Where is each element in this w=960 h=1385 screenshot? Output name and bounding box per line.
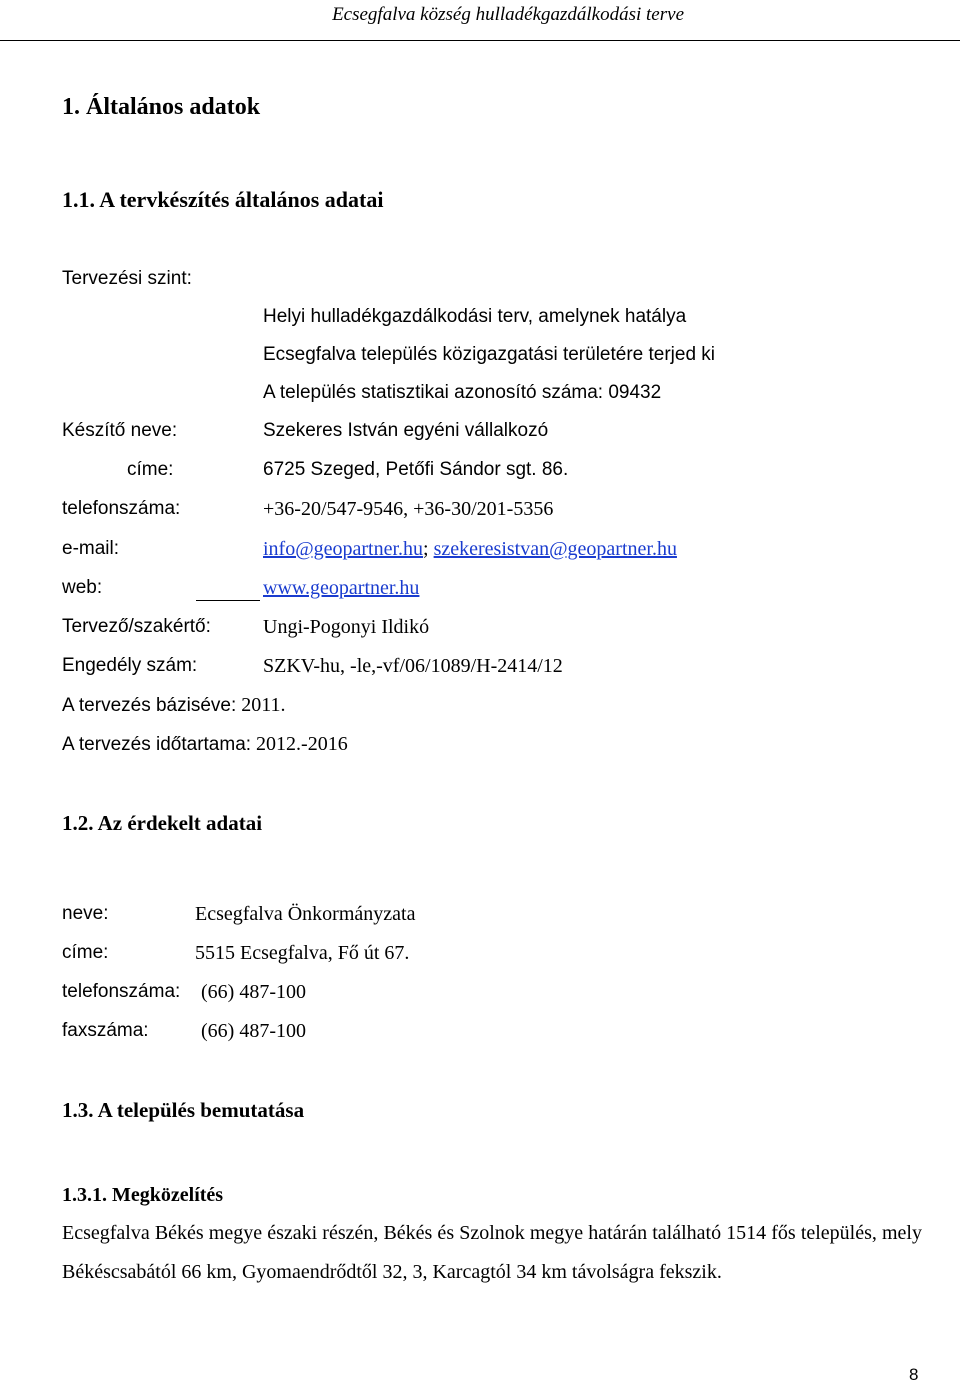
- label-author-phone: telefonszáma:: [62, 498, 181, 519]
- email-link-personal[interactable]: szekeresistvan@geopartner.hu: [433, 538, 677, 560]
- label-planning-period: A tervezés időtartama:: [62, 734, 252, 755]
- label-author-address: címe:: [127, 459, 174, 480]
- value-author-address: 6725 Szeged, Petőfi Sándor sgt. 86.: [263, 459, 569, 480]
- value-stakeholder-phone: (66) 487-100: [201, 981, 306, 1003]
- value-stakeholder-address: 5515 Ecsegfalva, Fő út 67.: [195, 942, 410, 964]
- label-author-email: e-mail:: [62, 538, 120, 559]
- heading-planning-data: 1.1. A tervkészítés általános adatai: [62, 187, 384, 212]
- value-author-phone: +36-20/547-9546, +36-30/201-5356: [263, 498, 554, 520]
- heading-settlement-intro: 1.3. A település bemutatása: [62, 1098, 305, 1122]
- heading-general-data: 1. Általános adatok: [62, 94, 261, 120]
- email-link-info[interactable]: info@geopartner.hu: [263, 538, 424, 560]
- desc-line-3: A település statisztikai azonosító száma: 09432: [263, 382, 662, 403]
- header-title: Ecsegfalva község hulladékgazdálkodási terve: [332, 4, 684, 25]
- label-author-name: Készítő neve:: [62, 420, 178, 441]
- web-underline-divider: [196, 600, 260, 601]
- email-separator: ;: [423, 538, 434, 560]
- desc-line-1: Helyi hulladékgazdálkodási terv, amelynek hatálya: [263, 306, 687, 327]
- page-header: [0, 0, 960, 41]
- value-stakeholder-fax: (66) 487-100: [201, 1020, 306, 1042]
- heading-access: 1.3.1. Megközelítés: [62, 1184, 224, 1206]
- label-planner: Tervező/szakértő:: [62, 616, 211, 637]
- value-stakeholder-name: Ecsegfalva Önkormányzata: [195, 903, 416, 925]
- planning-period-row: [62, 734, 348, 754]
- label-stakeholder-phone: telefonszáma:: [62, 981, 181, 1002]
- base-year-row: [62, 695, 286, 715]
- label-permit-number: Engedély szám:: [62, 655, 198, 676]
- label-author-web: web:: [62, 577, 103, 598]
- value-base-year: 2011.: [241, 694, 286, 716]
- web-link[interactable]: www.geopartner.hu: [263, 577, 420, 599]
- label-stakeholder-address: címe:: [62, 942, 109, 963]
- label-stakeholder-name: neve:: [62, 903, 109, 924]
- desc-line-2: Ecsegfalva település közigazgatási területére terjed ki: [263, 344, 716, 365]
- label-planning-level: Tervezési szint:: [62, 268, 192, 289]
- value-planning-period: 2012.-2016: [256, 733, 348, 755]
- label-base-year: A tervezés báziséve:: [62, 695, 237, 716]
- email-row: [263, 539, 677, 559]
- heading-stakeholder-data: 1.2. Az érdekelt adatai: [62, 811, 263, 835]
- label-stakeholder-fax: faxszáma:: [62, 1020, 149, 1041]
- page-number: 8: [909, 1365, 919, 1384]
- value-author-name: Szekeres István egyéni vállalkozó: [263, 420, 549, 441]
- value-planner: Ungi-Pogonyi Ildikó: [263, 616, 430, 638]
- access-paragraph: Ecsegfalva Békés megye északi részén, Békés és Szolnok megye határán található 1514 fős település, mely Békéscsabától 66 km, Gyomaendrődtől 32, 3, Karcagtól 34 km távolságra fekszik.: [62, 1222, 922, 1283]
- value-permit-number: SZKV-hu, -le,-vf/06/1089/H-2414/12: [263, 655, 563, 677]
